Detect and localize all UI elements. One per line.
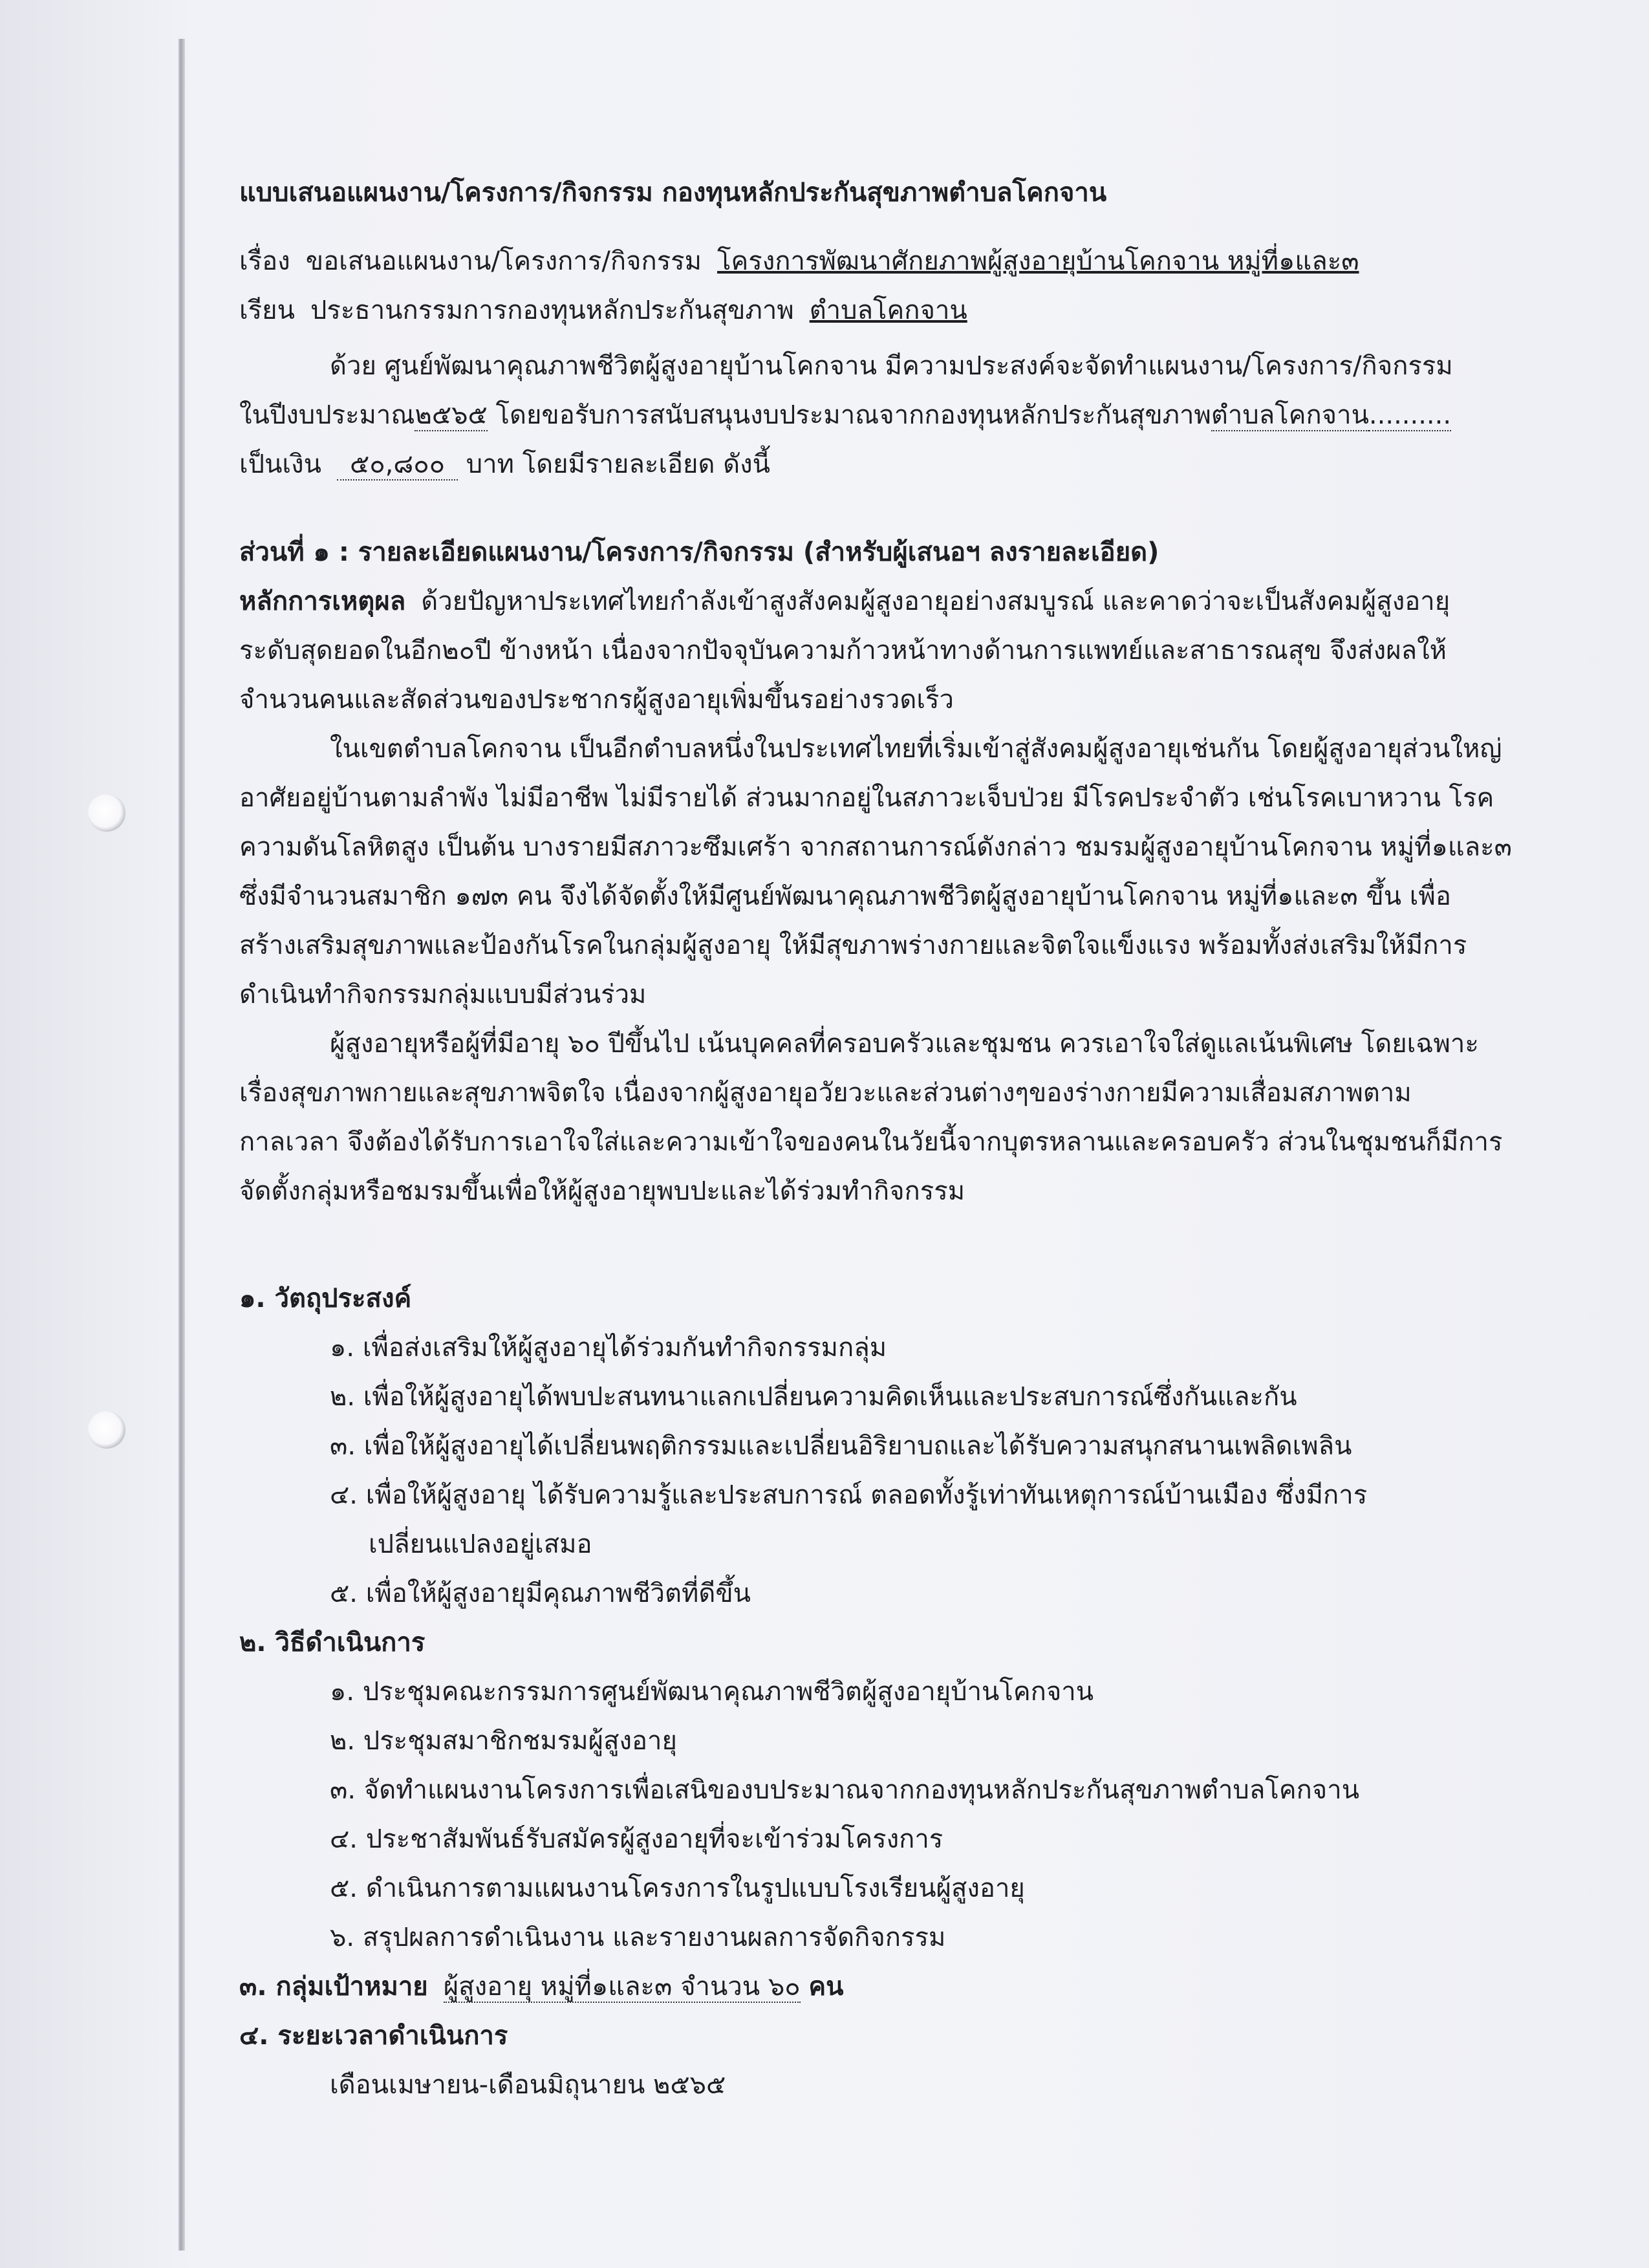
scan-shadow-line	[178, 39, 185, 2251]
objective-item: ๕. เพื่อให้ผู้สูงอายุมีคุณภาพชีวิตที่ดีขึ้น	[330, 1579, 751, 1608]
period-heading: ๔. ระยะเวลาดำเนินการ	[239, 2021, 508, 2051]
method-item: ๓. จัดทำแผนงานโครงการเพื่อเสนิของบประมาณจากกองทุนหลักประกันสุขภาพตำบลโคกจาน	[330, 1775, 1360, 1805]
para2-line-5: สร้างเสริมสุขภาพและป้องกันโรคในกลุ่มผู้สูงอายุ ให้มีสุขภาพร่างกายและจิตใจแข็งแรง พร้อมทั้งส่งเสริมให้มีการ	[239, 931, 1467, 960]
punch-hole-bottom	[88, 1411, 125, 1449]
intro-line-3-a: เป็นเงิน	[239, 449, 321, 479]
para2-line-6: ดำเนินทำกิจกรรมกลุ่มแบบมีส่วนร่วม	[239, 980, 647, 1010]
to-line	[239, 286, 1539, 335]
subject-label: เรื่อง	[239, 246, 290, 276]
target-line	[239, 1962, 1539, 2011]
document-title: แบบเสนอแผนงาน/โครงการ/กิจกรรม กองทุนหลักประกันสุขภาพตำบลโคกจาน	[239, 178, 1107, 208]
para2-line-3: ความดันโลหิตสูง เป็นต้น บางรายมีสภาวะซึมเศร้า จากสถานการณ์ดังกล่าว ชมรมผู้สูงอายุบ้านโคกจาน หมู่ที่๑และ๓	[239, 832, 1512, 862]
to-place: ตำบลโคกจาน	[809, 296, 967, 325]
method-item: ๖. สรุปผลการดำเนินงาน และรายงานผลการจัดกิจกรรม	[330, 1923, 946, 1952]
objective-item-continuation: เปลี่ยนแปลงอยู่เสมอ	[369, 1529, 592, 1559]
target-value: ผู้สูงอายุ หมู่ที่๑และ๓ จำนวน ๖๐	[443, 1972, 801, 2002]
rationale-line-1	[239, 577, 1539, 626]
rationale-text-1: ด้วยปัญหาประเทศไทยกำลังเข้าสูงสังคมผู้สูงอายุอย่างสมบูรณ์ และคาดว่าจะเป็นสังคมผู้สูงอายุ	[421, 587, 1450, 616]
part1-heading: ส่วนที่ ๑ : รายละเอียดแผนงาน/โครงการ/กิจกรรม (สำหรับผู้เสนอฯ ลงรายละเอียด)	[239, 537, 1159, 567]
document-body	[239, 168, 1539, 2110]
intro-line-3-b: บาท โดยมีรายละเอียด ดังนี้	[466, 449, 771, 479]
para3-line-2: เรื่องสุขภาพกายและสุขภาพจิตใจ เนื่องจากผู้สูงอายุอวัยวะและส่วนต่างๆของร่างกายมีความเสื่อมสภาพตาม	[239, 1078, 1412, 1108]
subject-line	[239, 237, 1539, 286]
para2-line-4: ซึ่งมีจำนวนสมาชิก ๑๗๓ คน จึงได้จัดตั้งให้มีศูนย์พัฒนาคุณภาพชีวิตผู้สูงอายุบ้านโคกจาน หมู่ที่๑และ๓ ขึ้น เพื่อ	[239, 881, 1451, 911]
objective-item: ๔. เพื่อให้ผู้สูงอายุ ได้รับความรู้และประสบการณ์ ตลอดทั้งรู้เท่าทันเหตุการณ์บ้านเมือง ซึ่งมีการ	[330, 1480, 1368, 1510]
period-value: เดือนเมษายน-เดือนมิถุนายน ๒๕๖๕	[330, 2070, 726, 2100]
intro-fund-place: ตำบลโคกจาน	[1211, 400, 1369, 430]
spacer	[239, 489, 1539, 528]
target-unit: คน	[808, 1972, 844, 2002]
objectives-heading: ๑. วัตถุประสงค์	[239, 1284, 412, 1313]
para3-line-1: ผู้สูงอายุหรือผู้ที่มีอายุ ๖๐ ปีขึ้นไป เน้นบุคคลที่ครอบครัวและชุมชน ควรเอาใจใส่ดูแลเน้นพิเศษ โดยเฉพาะ	[330, 1029, 1479, 1059]
rationale-line-2: ระดับสุดยอดในอีก๒๐ปี ข้างหน้า เนื่องจากปัจจุบันความก้าวหน้าทางด้านการแพทย์และสาธารณสุข จึงส่งผลให้	[239, 636, 1447, 665]
method-item: ๒. ประชุมสมาชิกชมรมผู้สูงอายุ	[330, 1726, 677, 1756]
rationale-line-3: จำนวนคนและสัดส่วนของประชากรผู้สูงอายุเพิ่มขึ้นรอย่างรวดเร็ว	[239, 685, 954, 715]
method-item: ๕. ดำเนินการตามแผนงานโครงการในรูปแบบโรงเรียนผู้สูงอายุ	[330, 1874, 1025, 1903]
intro-amount: ๕๐,๘๐๐	[337, 449, 458, 481]
objective-item: ๒. เพื่อให้ผู้สูงอายุได้พบปะสนทนาแลกเปลี่ยนความคิดเห็นและประสบการณ์ซึ่งกันและกัน	[330, 1382, 1297, 1412]
method-item: ๔. ประชาสัมพันธ์รับสมัครผู้สูงอายุที่จะเข้าร่วมโครงการ	[330, 1824, 943, 1854]
methods-heading: ๒. วิธีดำเนินการ	[239, 1628, 426, 1658]
target-label: ๓. กลุ่มเป้าหมาย	[239, 1972, 428, 2002]
to-text: ประธานกรรมการกองทุนหลักประกันสุขภาพ	[310, 296, 794, 325]
subject-text: ขอเสนอแผนงาน/โครงการ/กิจกรรม	[305, 246, 702, 276]
intro-line-1: ด้วย ศูนย์พัฒนาคุณภาพชีวิตผู้สูงอายุบ้านโคกจาน มีความประสงค์จะจัดทำแผนงาน/โครงการ/กิจกรรม	[330, 351, 1453, 381]
objective-item: ๓. เพื่อให้ผู้สูงอายุได้เปลี่ยนพฤติกรรมและเปลี่ยนอิริยาบถและได้รับความสนุกสนานเพลิดเพลิน	[330, 1431, 1352, 1461]
intro-line-2-b: โดยขอรับการสนับสนุนงบประมาณจากกองทุนหลักประกันสุขภาพ	[495, 400, 1211, 430]
rationale-label: หลักการเหตุผล	[239, 587, 406, 616]
objective-item: ๑. เพื่อส่งเสริมให้ผู้สูงอายุได้ร่วมกันทำกิจกรรมกลุ่ม	[330, 1333, 887, 1363]
punch-hole-top	[88, 794, 125, 832]
intro-year: ๒๕๖๕	[415, 400, 488, 430]
subject-project: โครงการพัฒนาศักยภาพผู้สูงอายุบ้านโคกจาน หมู่ที่๑และ๓	[717, 246, 1359, 276]
method-item: ๑. ประชุมคณะกรรมการศูนย์พัฒนาคุณภาพชีวิตผู้สูงอายุบ้านโคกจาน	[330, 1677, 1094, 1707]
spacer	[239, 1216, 1539, 1274]
intro-line-3	[239, 440, 1539, 489]
para2-line-2: อาศัยอยู่บ้านตามลำพัง ไม่มีอาชีพ ไม่มีรายได้ ส่วนมากอยู่ในสภาวะเจ็บป่วย มีโรคประจำตัว เช่นโรคเบาหวาน โรค	[239, 783, 1494, 813]
intro-line-2: ในปีงบประมาณ๒๕๖๕ โดยขอรับการสนับสนุนงบประมาณจากกองทุนหลักประกันสุขภาพตำบลโคกจาน..........	[239, 400, 1452, 430]
intro-line-2-a: ในปีงบประมาณ	[239, 400, 415, 430]
para2-line-1: ในเขตตำบลโคกจาน เป็นอีกตำบลหนึ่งในประเทศไทยที่เริ่มเข้าสู่สังคมผู้สูงอายุเช่นกัน โดยผู้สูงอายุส่วนใหญ่	[330, 734, 1502, 764]
para3-line-4: จัดตั้งกลุ่มหรือชมรมขึ้นเพื่อให้ผู้สูงอายุพบปะและได้ร่วมทำกิจกรรม	[239, 1176, 965, 1206]
to-label: เรียน	[239, 296, 295, 325]
para3-line-3: กาลเวลา จึงต้องได้รับการเอาใจใส่และความเข้าใจของคนในวัยนี้จากบุตรหลานและครอบครัว ส่วนในชุมชนก็มีการ	[239, 1127, 1503, 1157]
